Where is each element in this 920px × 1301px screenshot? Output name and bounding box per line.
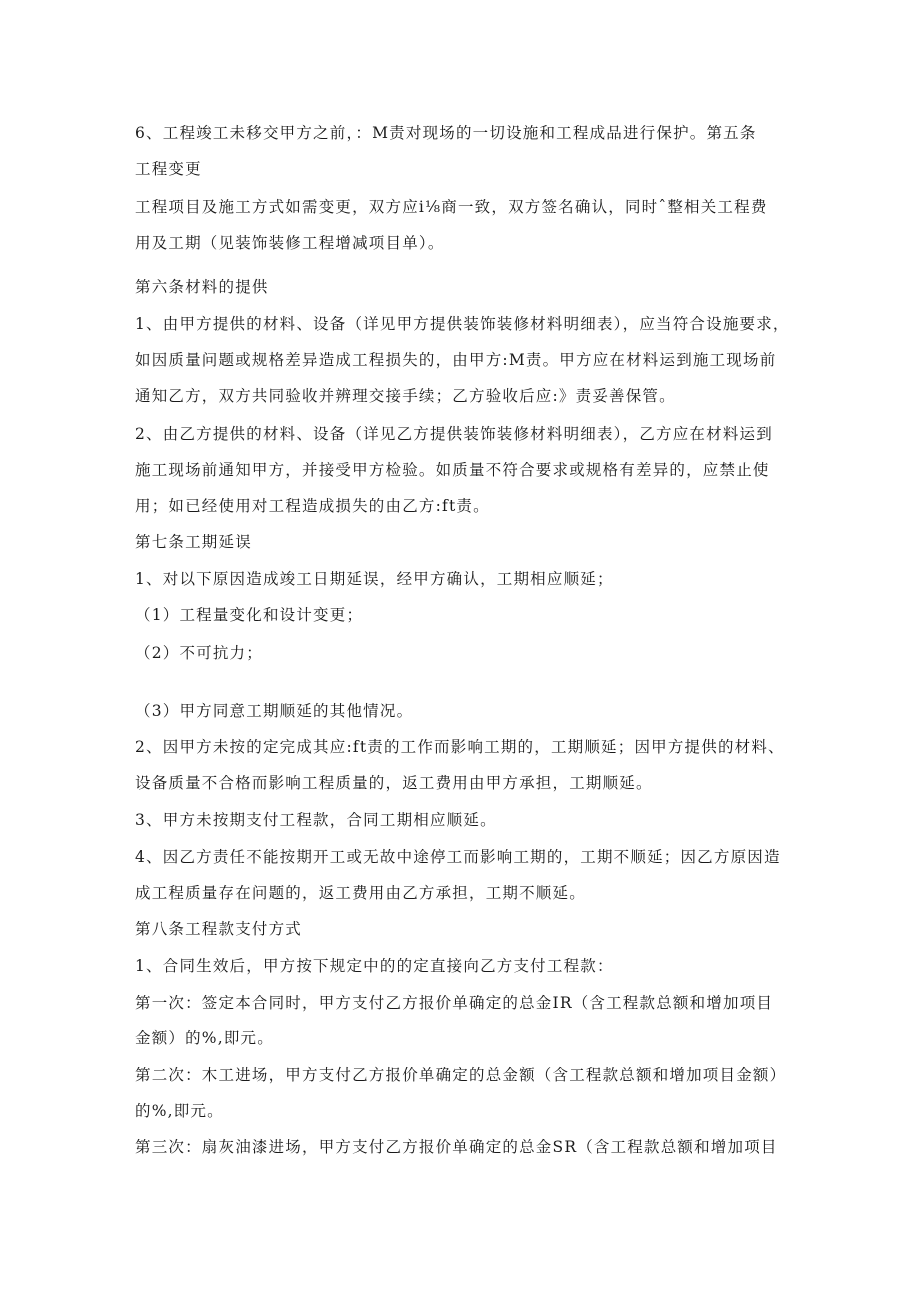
text-line: 1、由甲方提供的材料、设备（详见甲方提供装饰装修材料明细表），应当符合设施要求， (135, 315, 790, 333)
text-line: 6、工程竣工未移交甲方之前，：M责对现场的一切设施和工程成品进行保护。第五条 (135, 124, 757, 142)
text-line: 第二次：木工进场，甲方支付乙方报价单确定的总金额（含工程款总额和增加项目金额） (135, 1066, 787, 1084)
text-line: 施工现场前通知甲方，并接受甲方检验。如质量不符合要求或规格有差异的，应禁止使 (135, 461, 770, 479)
text-line: 用；如已经使用对工程造成损失的由乙方:ft责。 (135, 497, 490, 515)
text-line: 1、合同生效后，甲方按下规定中的的定直接向乙方支付工程款： (135, 957, 614, 975)
text-line: 工程项目及施工方式如需变更，双方应i⅛商一致，双方签名确认，同时ˆ整相关工程费 (135, 198, 768, 216)
text-line: 成工程质量存在问题的，返工费用由乙方承担，工期不顺延。 (135, 884, 586, 902)
text-line: 1、对以下原因造成竣工日期延误，经甲方确认，工期相应顺延； (135, 570, 614, 588)
text-line: 2、因甲方未按的定完成其应:ft责的工作而影响工期的，工期顺延；因甲方提供的材料、 (135, 738, 785, 756)
text-line: （3）甲方同意工期顺延的其他情况。 (135, 702, 414, 720)
text-line: 通知乙方，双方共同验收并辨理交接手续；乙方验收后应:》责妥善保管。 (135, 387, 676, 405)
text-line: 第三次：扇灰油漆进场，甲方支付乙方报价单确定的总金SR（含工程款总额和增加项目 (135, 1138, 778, 1156)
text-line: 的%,即元。 (135, 1102, 224, 1120)
text-line: 设备质量不合格而影响工程质量的，返工费用由甲方承担，工期顺延。 (135, 774, 653, 792)
section-heading: 第八条工程款支付方式 (135, 920, 303, 938)
text-line: 如因质量问题或规格差异造成工程损失的，由甲方:M责。甲方应在材料运到施工现场前 (135, 351, 777, 369)
section-heading: 第六条材料的提供 (135, 278, 269, 296)
text-line: 用及工期（见装饰装修工程增减项目单）。 (135, 234, 445, 252)
text-line: （2）不可抗力； (135, 644, 263, 662)
text-line: 第一次：签定本合同时，甲方支付乙方报价单确定的总金IR（含工程款总额和增加项目 (135, 994, 774, 1012)
text-line: 4、因乙方责任不能按期开工或无故中途停工而影响工期的，工期不顺延；因乙方原因造 (135, 848, 781, 866)
text-line: （1）工程量变化和设计变更； (135, 606, 364, 624)
text-line: 3、甲方未按期支付工程款，合同工期相应顺延。 (135, 811, 497, 829)
text-line: 工程变更 (135, 160, 202, 178)
section-heading: 第七条工期延误 (135, 533, 252, 551)
text-line: 2、由乙方提供的材料、设备（详见乙方提供装饰装修材料明细表），乙方应在材料运到 (135, 425, 773, 443)
text-line: 金额）的%,即元。 (135, 1029, 274, 1047)
